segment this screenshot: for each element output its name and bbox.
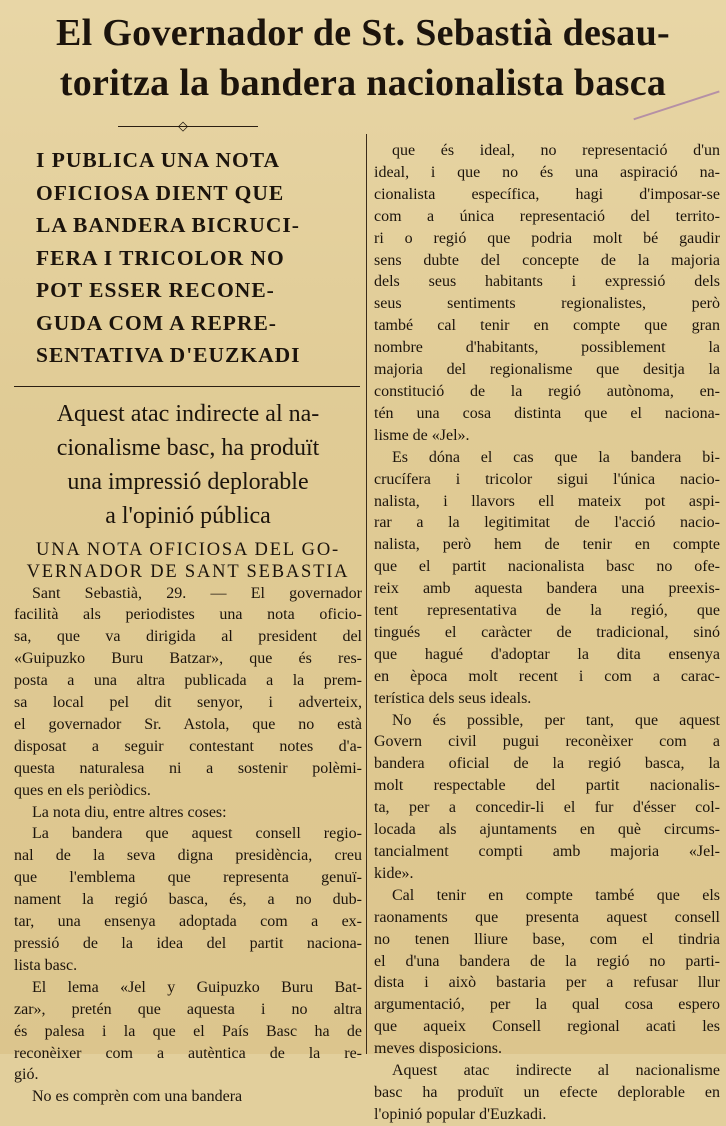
text-line: nament la regió basca, és, a no dub- [14,891,362,909]
article-paragraph [14,583,362,802]
text-line: crucífera i tricolor sigui l'única nacio- [374,470,720,488]
text-line: tar, una ensenya adoptada com a ex- [14,913,362,931]
text-line: bandera oficial de la regió basca, la [374,755,720,773]
text-line: ques en els periòdics. [14,781,151,799]
article-paragraph [374,447,720,710]
left-article-body [14,583,362,1109]
subheadline-line: GUDA COM A REPRE- [36,310,277,335]
text-line: Aquest atac indirecte al nacionalisme [392,1062,720,1080]
headline [8,8,718,108]
text-line: que hagué d'adoptar la dita ensenya [374,645,720,663]
column-divider [366,134,367,1054]
text-line: majoria del regionalisme que desitja la [374,361,720,379]
text-line: «Guipuzko Buru Batzar», que és res- [14,650,362,668]
text-line: rar a la legitimitat de l'acció nacio- [374,514,720,532]
text-line: terística dels seus ideals. [374,689,532,707]
text-line: reconèixer com a autèntica de la re- [14,1044,362,1062]
subheadline-line: LA BANDERA BICRUCI- [36,213,300,237]
text-line: molt respectable del partit nacionalis- [374,777,720,795]
text-line: seus sentiments regionalistes, però [374,295,720,313]
article-paragraph [14,1086,362,1108]
text-line: reix amb aquesta bandera una preexis- [374,580,720,598]
text-line: Govern civil pugui reconèixer com a [374,733,720,751]
text-line: meves disposicions. [374,1040,502,1058]
text-line: tén una cosa distinta que el naciona- [374,404,720,422]
text-line: La nota diu, entre altres coses: [32,803,227,821]
text-line: com a única representació del territo- [374,207,720,225]
article-paragraph [14,802,362,824]
subheadline-line: SENTATIVA D'EUZKADI [36,343,301,367]
text-line: també cal tenir en compte que gran [374,317,720,335]
deck [14,397,362,533]
text-line: ri o regió que podria molt bé gaudir [374,229,720,247]
text-line: que l'emblema que representa genuï- [14,869,362,887]
subheadline-line: OFICIOSA DIENT QUE [36,180,285,205]
deck-line: cionalisme basc, ha produït [56,434,320,461]
text-line: questa naturalesa ni a sostenir polèmi- [14,759,362,777]
text-line: La bandera que aquest consell regio- [32,825,362,843]
text-line: lista basc. [14,956,78,974]
headline-rule [118,126,258,127]
text-line: que aqueix Consell regional acati les [374,1018,720,1036]
article-paragraph [374,140,720,447]
subheadline-line: FERA I TRICOLOR NO [36,245,285,270]
text-line: constitució de la regió autònoma, en- [374,382,720,400]
text-line: basc ha produït un efecte deplorable en [374,1083,720,1101]
article-paragraph [374,885,720,1060]
deck-line: Aquest atac indirecte al na- [56,400,320,427]
text-line: No es comprèn com una bandera [32,1088,243,1106]
deck-line: una impressió deplorable [67,468,309,495]
left-column [14,140,362,1108]
subheadline-line: I PUBLICA UNA NOTA [36,148,280,172]
article-paragraph [374,1060,720,1126]
text-line: Cal tenir en compte també que els [392,886,720,904]
text-line: no tenen lliure base, com el tindria [374,930,720,948]
article-paragraph [14,977,362,1087]
text-line: tingués el caràcter de tradicional, sinó [374,623,720,641]
right-article-body [374,140,720,1126]
text-line: posta a una altra publicada a la prem- [14,672,362,690]
text-line: el governador Sr. Astola, que no està [14,715,362,733]
text-line: lisme de «Jel». [374,426,470,444]
rule-ornament-icon: ◇ [178,118,188,133]
text-line: sens dubte del concepte de la majoria [374,251,720,269]
text-line: El lema «Jel y Guipuzko Buru Bat- [32,978,362,996]
text-line: que el partit nacionalista basc no ofe- [374,558,720,576]
text-line: argumentació, per la qual cosa espero [374,996,720,1014]
text-line: ideal, i que no és una aspiració na- [374,163,720,181]
text-line: el d'una bandera de la regió no parti- [374,952,720,970]
text-line: l'opinió popular d'Euzkadi. [374,1105,547,1123]
article-paragraph [374,710,720,885]
text-line: cionalista específica, hagi d'imposar-se [374,185,720,203]
headline-line: El Governador de St. Sebastià desau- [56,12,670,54]
text-line: nombre d'habitants, possiblement la [374,339,720,357]
section-divider [14,386,360,387]
text-line: ta, per a concedir-li el fur d'ésser col- [374,799,720,817]
caption-line: VERNADOR DE SANT SEBASTIA [26,561,350,582]
article-paragraph [14,823,362,976]
text-line: pressió de la idea del partit naciona- [14,935,362,952]
text-line: raonaments que presenta aquest consell [374,908,720,926]
caption-line: UNA NOTA OFICIOSA DEL GO- [36,539,340,560]
subheadline-line: POT ESSER RECONE- [36,278,275,302]
text-line: tent representativa de la regió, que [374,602,720,620]
text-line: disposat a seguir contestant notes d'a- [14,737,362,755]
section-caption [14,539,362,583]
right-column [374,140,720,1126]
text-line: sa, que va dirigida al president del [14,628,362,646]
text-line: Es dóna el cas que la bandera bi- [392,448,720,466]
text-line: nalista, i llavors ell mateix pot aspi- [374,492,720,510]
text-line: en època molt recent i com a carac- [374,667,720,685]
text-line: tancialment compti amb majoria «Jel- [374,843,720,860]
text-line: dels seus habitants i expressió dels [374,273,720,291]
text-line: sa local pel dit senyor, i adverteix, [14,694,362,712]
text-line: nalista, però hem de tenir en compte [374,536,720,554]
text-line: facilità als periodistes una nota oficio- [14,606,362,624]
text-line: zar», pretén que aquesta i no altra [14,1000,362,1018]
text-line: és palesa i la que el País Basc ha de [14,1022,362,1040]
text-line: que és ideal, no representació d'un [392,142,720,159]
deck-line: a l'opinió pública [105,502,271,529]
text-line: kide». [374,864,414,882]
text-line: gió. [14,1066,39,1084]
headline-line: toritza la bandera nacionalista basca [59,62,667,104]
subheadline [14,144,362,372]
text-line: No és possible, per tant, que aquest [392,711,720,729]
text-line: nal de la seva digna presidència, creu [14,847,362,865]
text-line: dista i això bastaria per a refusar llur [374,974,720,992]
text-line: Sant Sebastià, 29. — El governador [32,584,362,602]
text-line: locada als ajuntaments en què circums- [374,821,720,839]
